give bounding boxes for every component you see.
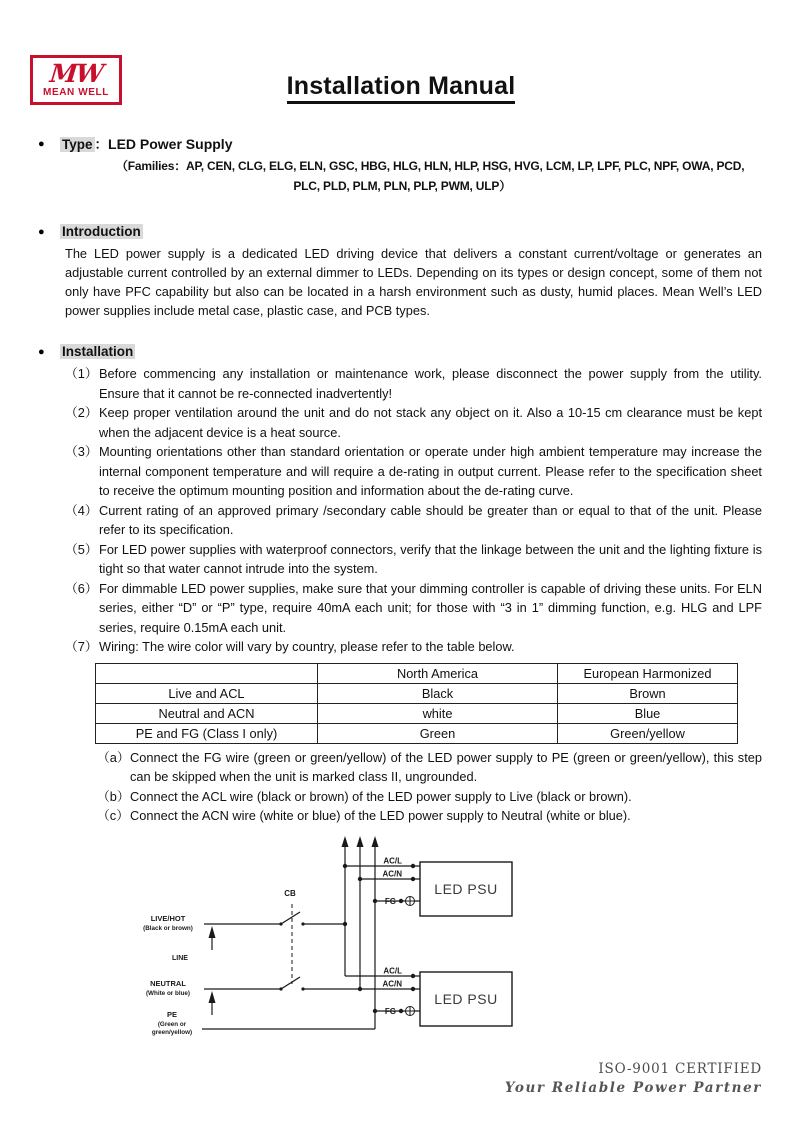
live-color-label: (Black or brown) [143,924,193,932]
terminal-fg-label: FG [384,1006,396,1016]
table-row [96,703,738,723]
installation-item [65,637,762,657]
psu-label: LED PSU [434,990,498,1007]
installation-items [38,364,762,657]
iso-certification-text: ISO-9001 CERTIFIED [598,1060,762,1077]
installation-item [65,403,762,442]
families-block [60,156,744,196]
table-row [96,723,738,743]
arrow-up-icon [209,991,216,1003]
item-marker: （1） [65,366,98,381]
item-marker: （5） [65,541,98,557]
footer-tagline: Your Reliable Power Partner [504,1079,762,1096]
table-header: European Harmonized [558,663,738,683]
logo-mw-icon: MW [48,59,104,88]
meanwell-logo [30,55,122,105]
item-text: For dimmable LED power supplies, make sure that your dimming controller is capable of driving these units. For ELN series, either “D” or “P” type, require 40mA each unit; for those with “3 in 1” dimming function, e.g. HLG and LPF series, require 0.15mA each unit. [99,580,762,635]
introduction-heading: Introduction [62,224,141,239]
arrow-up-icon [372,836,379,847]
type-value: LED Power Supply [108,136,233,152]
item-marker: （b） [97,788,130,804]
installation-item [65,579,762,638]
wiring-sub-item [97,806,762,826]
arrow-up-icon [342,836,349,847]
cb-label: CB [284,888,296,898]
psu-label: LED PSU [434,880,498,897]
item-text: Connect the ACL wire (black or brown) of the LED power supply to Live (black or brown). [130,788,632,804]
ground-symbol-icon [406,896,415,1015]
wiring-diagram [140,834,762,1059]
table-row [96,683,738,703]
introduction-section [38,222,762,242]
item-text: Before commencing any installation or maintenance work, please disconnect the power supply from the utility. Ensure that it cannot be re-connected inadvertently! [99,366,762,401]
table-cell: PE and FG (Class I only) [96,723,318,743]
table-cell: white [318,703,558,723]
table-cell: Black [318,683,558,703]
introduction-body: The LED power supply is a dedicated LED driving device that delivers a constant current/voltage or generates an adjustable current controlled by an external dimmer to LEDs. Depending on its types or design concept, some of them not only have PFC capability but also can be located in a harsh environment such as dusty, humid places. Mean Well’s LED power supplies include metal case, plastic case, and PCB types. [65,246,762,318]
item-marker: （3） [65,444,98,459]
item-text: Wiring: The wire color will vary by country, please refer to the table below. [99,639,515,654]
circuit-breaker [279,904,304,991]
bullet-icon: ● [38,346,45,358]
table-cell: Green/yellow [558,723,738,743]
families-line2: PLC, PLD, PLM, PLN, PLP, PWM, ULP） [293,179,511,193]
installation-heading: Installation [62,344,134,359]
item-text: Keep proper ventilation around the unit and do not stack any object on it. Also a 10-15 cm clearance must be kept when the adjacent device is a heat source. [99,405,762,440]
line-label: LINE [172,954,188,962]
table-cell: Live and ACL [96,683,318,703]
page-title: Installation Manual [287,72,516,104]
wiring-sub-item [97,787,762,807]
document-content [0,134,802,1096]
table-header: North America [318,663,558,683]
item-marker: （a） [97,749,130,765]
item-marker: （6） [65,580,98,596]
bullet-icon: ● [38,138,45,150]
families-line1: （Families：AP, CEN, CLG, ELG, ELN, GSC, HBG, HLG, HLN, HLP, HSG, HVG, LCM, LP, LPF, PLC, NPF, OWA, PCD, [116,159,745,173]
item-text: Current rating of an approved primary /secondary cable should be greater than or equal to that of the unit. Please refer to its specification. [99,502,762,537]
entry-arrows [209,926,216,1015]
table-cell: Neutral and ACN [96,703,318,723]
terminal-acn-label: AC/N [382,869,402,878]
table-cell: Green [318,723,558,743]
pe-label: PE [166,1009,178,1019]
neutral-label: NEUTRAL [150,978,186,988]
installation-item [65,442,762,501]
type-section [38,134,762,196]
type-heading-line [60,134,744,155]
installation-item [65,540,762,579]
terminal-acl-label: AC/L [383,966,402,975]
table-header [96,663,318,683]
item-marker: （7） [65,639,98,654]
item-text: Mounting orientations other than standard orientation or operate under high ambient temperature may increase the internal component temperature and will require a de-rating in output current. Please refer to the specification sheet to receive the optimum mounting position and information about the de-rating curve. [99,444,762,498]
installation-item [65,501,762,540]
item-marker: （2） [65,405,98,420]
installation-section [38,342,762,362]
terminal-fg-label: FG [384,896,396,906]
item-marker: （c） [97,808,129,823]
live-hot-label: LIVE/HOT [150,913,186,923]
table-header-row [96,663,738,683]
wiring-diagram-svg [140,834,540,1054]
item-marker: （4） [65,502,98,518]
terminal-acn-label: AC/N [382,979,402,988]
type-separator: ： [94,137,109,152]
pe-color-label: green/yellow) [151,1028,193,1036]
arrow-up-icon [209,926,216,938]
junction-dots [343,863,415,1012]
footer [38,1061,762,1096]
table-cell: Brown [558,683,738,703]
wire-color-table [95,663,738,744]
installation-item [65,364,762,403]
wiring-sub-item [97,748,762,787]
item-text: Connect the FG wire (green or green/yellow) of the LED power supply to PE (green or green/yellow), this step can be skipped when the unit is marked class II, ungrounded. [130,749,762,784]
pe-color-label: (Green or [157,1020,187,1028]
arrow-up-icon [357,836,364,847]
logo-brand-text: MEAN WELL [43,87,109,98]
terminal-acl-label: AC/L [383,856,402,865]
bullet-icon: ● [38,226,45,238]
neutral-color-label: (White or blue) [145,989,191,997]
type-heading: Type [62,137,93,152]
item-text: Connect the ACN wire (white or blue) of the LED power supply to Neutral (white or blue). [130,808,631,823]
item-text: For LED power supplies with waterproof connectors, verify that the linkage between the unit and the lighting fixture is tight so that water cannot intrude into the system. [99,541,762,576]
table-cell: Blue [558,703,738,723]
to-mains-arrows [342,836,379,847]
